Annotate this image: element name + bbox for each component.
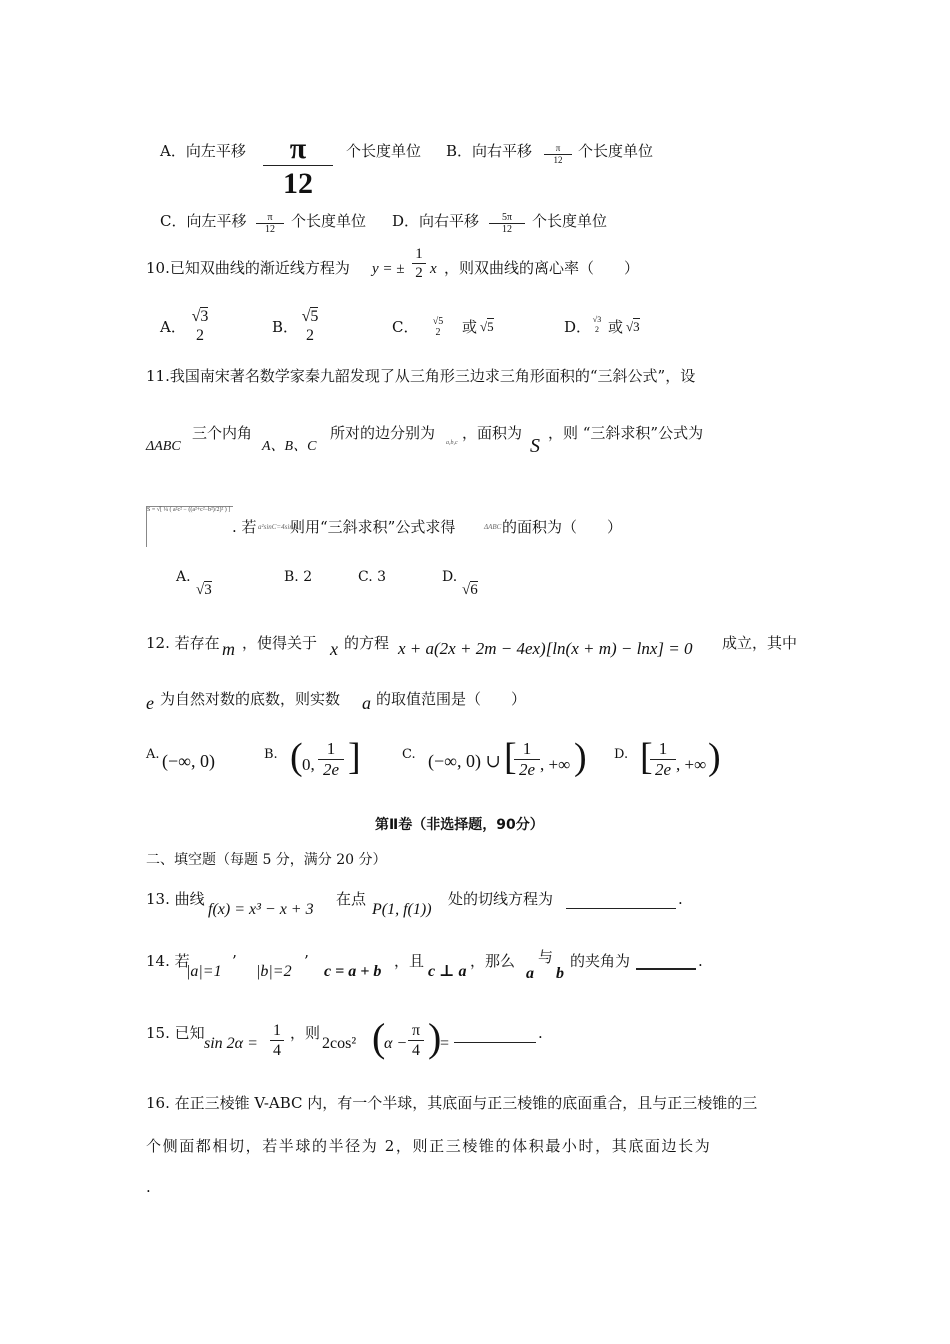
q9-d-label: D．向右平移 bbox=[392, 212, 480, 230]
q12-c-close: ) bbox=[574, 736, 587, 778]
q15-lhs: sin 2α = bbox=[204, 1035, 258, 1052]
q12-d-close: ) bbox=[708, 736, 721, 778]
q12-e: e bbox=[146, 693, 154, 713]
part2-title: 第Ⅱ卷（非选择题，90分） bbox=[375, 817, 544, 833]
q15-paren-close: ) bbox=[428, 1015, 442, 1060]
q9-a-fraction: $\frac{\pi}{12}$ bbox=[263, 132, 333, 202]
q14-sep2: ’ bbox=[304, 952, 309, 970]
q10-d-value: √3 2 bbox=[592, 315, 602, 334]
q15-eq: = bbox=[440, 1035, 450, 1052]
q10-c-label: C． bbox=[392, 318, 419, 336]
q15-end: . bbox=[538, 1024, 543, 1042]
q14-end: . bbox=[698, 952, 703, 970]
q14-c-def: c = a + b bbox=[324, 963, 382, 980]
q10-d-label: D． bbox=[564, 318, 592, 336]
q14-answer-blank bbox=[636, 954, 696, 970]
q11-line1: 11.我国南宋著名数学家秦九韶发现了从三角形三边求三角形面积的“三斜公式”，设 bbox=[146, 367, 696, 385]
q10-a-label: A． bbox=[160, 318, 186, 336]
q16-line3: . bbox=[146, 1178, 151, 1196]
q14-norm-a: |a|=1 bbox=[186, 963, 222, 980]
q9-a-unit: 个长度单位 bbox=[346, 142, 422, 160]
q9-d-unit: 个长度单位 bbox=[532, 212, 608, 230]
q10-stem-a: 10.已知双曲线的渐近线方程为 bbox=[146, 259, 350, 277]
q12-t6: 的取值范围是（ ） bbox=[376, 690, 527, 708]
q12-a-value: (−∞, 0) bbox=[162, 751, 215, 771]
q12-t1: 12. 若存在 bbox=[146, 634, 220, 652]
q11-a-value: √3 bbox=[196, 582, 212, 598]
q12-m: m bbox=[222, 639, 235, 659]
q9-b-fraction: $\frac{\pi}{12}$ bbox=[544, 144, 572, 166]
q10-a-value: √3 2 bbox=[191, 308, 209, 344]
q13-t2: 在点 bbox=[336, 890, 367, 908]
q11-t3: ，面积为 bbox=[462, 424, 523, 442]
q10-eq: y = ± bbox=[372, 261, 405, 277]
q11-t4: ，则 “三斜求积”公式为 bbox=[548, 424, 704, 442]
q13-end: . bbox=[678, 890, 683, 908]
q13-point: P(1, f(1)) bbox=[372, 901, 432, 918]
q14-t4: 与 bbox=[538, 948, 554, 966]
q13-t1: 13. 曲线 bbox=[146, 890, 205, 908]
q12-equation: x + a(2x + 2m − 4ex)[ln(x + m) − lnx] = 0 bbox=[398, 639, 693, 658]
q12-x: x bbox=[330, 639, 338, 659]
q11-formula: S = √[ ¼ ( a²c² − ((a²+c²−b²)/2)² ) ] bbox=[146, 506, 233, 547]
q11-t2: 所对的边分别为 bbox=[330, 424, 436, 442]
q12-t5: 为自然对数的底数，则实数 bbox=[160, 690, 341, 708]
q11-area-symbol: S bbox=[530, 435, 540, 457]
q16-line1: 16. 在正三棱锥 V-ABC 内，有一个半球，其底面与正三棱锥的底面重合，且与正三棱锥的三 bbox=[146, 1094, 758, 1112]
q12-d-open: [ bbox=[640, 736, 653, 778]
q15-t1: 15. 已知 bbox=[146, 1024, 205, 1042]
section-fill-in: 二、填空题（每题 5 分，满分 20 分） bbox=[146, 852, 387, 868]
q14-t2: ，且 bbox=[394, 952, 425, 970]
q11-c: C. 3 bbox=[358, 569, 387, 585]
q9-b-unit: 个长度单位 bbox=[578, 142, 654, 160]
q10-fraction: $\frac{1}{2}$ bbox=[412, 246, 426, 282]
q11-triangle: ΔABC bbox=[146, 439, 181, 454]
q15-t2: ，则 bbox=[290, 1024, 321, 1042]
q11-t7: 的面积为（ ） bbox=[502, 518, 623, 536]
q15-paren-open: ( bbox=[372, 1015, 386, 1060]
q14-a: a bbox=[526, 965, 534, 982]
q11-t5: . 若 bbox=[232, 518, 257, 536]
q9-c-label: C．向左平移 bbox=[160, 212, 247, 230]
q15-expr: 2cos² bbox=[322, 1035, 357, 1052]
q12-c-right: , +∞ bbox=[540, 755, 571, 774]
q10-b-value: √5 2 bbox=[301, 308, 319, 344]
q11-t1: 三个内角 bbox=[192, 424, 253, 442]
q11-b: B. 2 bbox=[284, 569, 313, 585]
q11-d-value: √6 bbox=[462, 582, 478, 598]
q12-d-label: D. bbox=[614, 747, 629, 762]
q10-stem-b: ，则双曲线的离心率（ ） bbox=[444, 259, 640, 277]
q11-sides: a,b,c bbox=[446, 440, 458, 446]
q14-t1: 14. 若 bbox=[146, 952, 190, 970]
q12-c-fraction: $\frac{1}{2e}$ bbox=[514, 740, 540, 780]
q15-answer-blank bbox=[454, 1032, 536, 1043]
q14-sep1: ’ bbox=[232, 952, 237, 970]
q11-condition: a²sinC=4sinA, bbox=[258, 523, 299, 531]
q12-a: a bbox=[362, 693, 371, 713]
q10-d-value2: √3 bbox=[626, 319, 640, 334]
q11-a-label: A. bbox=[176, 569, 191, 585]
q12-b-label: B. bbox=[264, 747, 278, 762]
q12-t4: 成立，其中 bbox=[722, 634, 798, 652]
q10-c-value: √5 2 bbox=[432, 316, 444, 338]
q12-b-left: 0, bbox=[302, 755, 315, 774]
q9-d-fraction: $\frac{5\pi}{12}$ bbox=[489, 212, 525, 236]
q10-b-label: B． bbox=[272, 318, 299, 336]
q12-d-fraction: $\frac{1}{2e}$ bbox=[650, 740, 676, 780]
q10-c-value2: √5 bbox=[480, 319, 494, 334]
q11-angles: A、B、C bbox=[262, 439, 317, 454]
q14-t3: ，那么 bbox=[470, 952, 516, 970]
q16-line2: 个侧面都相切，若半球的半径为 2，则正三棱锥的体积最小时，其底面边长为 bbox=[146, 1137, 712, 1155]
q12-c-left: (−∞, 0) ∪ bbox=[428, 751, 501, 771]
q11-t6: 则用“三斜求积”公式求得 bbox=[290, 518, 456, 536]
q14-b: b bbox=[556, 965, 564, 982]
q13-answer-blank bbox=[566, 892, 676, 909]
q12-b-close: ] bbox=[348, 736, 361, 778]
q12-b-fraction: $\frac{1}{2e}$ bbox=[318, 740, 344, 780]
q14-perp: c ⊥ a bbox=[428, 963, 467, 980]
q12-t3: 的方程 bbox=[344, 634, 390, 652]
q12-d-right: , +∞ bbox=[676, 755, 707, 774]
q9-c-fraction: $\frac{\pi}{12}$ bbox=[256, 212, 284, 236]
q13-t3: 处的切线方程为 bbox=[448, 890, 554, 908]
q14-norm-b: |b|=2 bbox=[256, 963, 292, 980]
q12-t2: ，使得关于 bbox=[242, 634, 318, 652]
q12-b-open: ( bbox=[290, 736, 303, 778]
q11-d-label: D. bbox=[442, 569, 458, 585]
q14-t5: 的夹角为 bbox=[570, 952, 631, 970]
q10-c-or: 或 bbox=[462, 318, 478, 336]
q9-c-unit: 个长度单位 bbox=[291, 212, 367, 230]
q10-var: x bbox=[430, 261, 437, 277]
q15-inner: α − bbox=[384, 1035, 408, 1052]
q12-c-label: C. bbox=[402, 747, 416, 762]
q10-d-or: 或 bbox=[608, 318, 624, 336]
q11-triangle2: ΔABC bbox=[484, 523, 502, 531]
q13-function: f(x) = x³ − x + 3 bbox=[208, 901, 314, 918]
q15-pi-fraction: $\frac{\pi}{4}$ bbox=[408, 1022, 424, 1060]
q12-a-label: A. bbox=[146, 747, 160, 762]
q15-fraction: $\frac{1}{4}$ bbox=[270, 1022, 284, 1060]
q9-b-label: B．向右平移 bbox=[446, 142, 533, 160]
q9-a-label: A．向左平移 bbox=[160, 142, 246, 160]
q12-c-open: [ bbox=[504, 736, 517, 778]
